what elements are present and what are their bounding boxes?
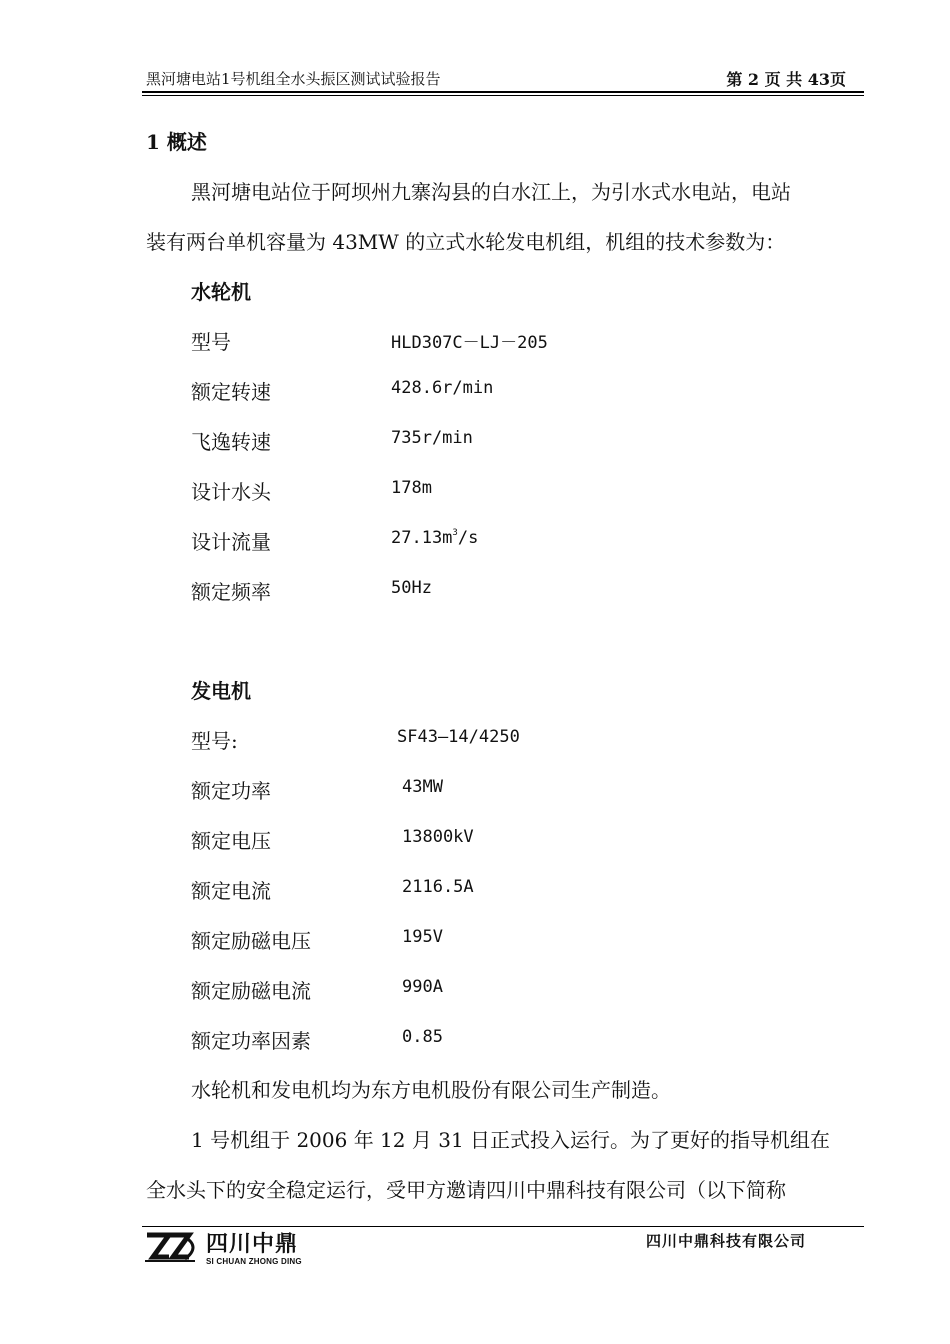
generator-param-value: 195V xyxy=(402,927,443,947)
section-heading: 1 概述 xyxy=(146,130,207,154)
closing-paragraph: 水轮机和发电机均为东方电机股份有限公司生产制造。 xyxy=(191,1078,671,1102)
generator-param-value: 0.85 xyxy=(402,1027,443,1047)
generator-param-label: 额定功率因素 xyxy=(191,1029,311,1053)
turbine-param-value: 50Hz xyxy=(391,578,432,598)
turbine-param-label: 设计水头 xyxy=(191,480,271,504)
zd-logo-icon xyxy=(145,1231,203,1269)
generator-param-value: SF43—14/4250 xyxy=(397,727,520,747)
generator-param-value: 13800kV xyxy=(402,827,474,847)
flow-value-superscript: 3 xyxy=(452,528,458,538)
turbine-param-value: 178m xyxy=(391,478,432,498)
header-title: 黑河塘电站1号机组全水头振区测试试验报告 xyxy=(146,70,441,88)
footer-company: 四川中鼎科技有限公司 xyxy=(646,1232,807,1250)
generator-param-label: 型号: xyxy=(191,729,238,753)
closing-line-1: 1 号机组于 2006 年 12 月 31 日正式投入运行。为了更好的指导机组在 xyxy=(191,1128,831,1152)
page-indicator: 第 2 页 共 43页 xyxy=(726,70,846,89)
generator-param-label: 额定电流 xyxy=(191,879,271,903)
generator-heading: 发电机 xyxy=(191,679,251,703)
intro-line-2: 装有两台单机容量为 43MW 的立式水轮发电机组，机组的技术参数为： xyxy=(146,230,786,254)
generator-param-value: 990A xyxy=(402,977,443,997)
turbine-heading: 水轮机 xyxy=(191,280,251,304)
turbine-param-label: 额定频率 xyxy=(191,580,271,604)
flow-value-tail: /s xyxy=(457,528,479,548)
intro-line-1: 黑河塘电站位于阿坝州九寨沟县的白水江上，为引水式水电站，电站 xyxy=(191,180,791,204)
flow-value-main: 27.13m xyxy=(391,528,453,548)
generator-param-value: 2116.5A xyxy=(402,877,474,897)
generator-param-value: 43MW xyxy=(402,777,443,797)
logo-english-name: SI CHUAN ZHONG DING xyxy=(206,1257,302,1266)
turbine-param-label: 飞逸转速 xyxy=(191,430,271,454)
turbine-param-value: 428.6r/min xyxy=(391,378,494,398)
generator-param-label: 额定励磁电流 xyxy=(191,979,311,1003)
header-rule-thick xyxy=(142,91,864,93)
turbine-param-value: 735r/min xyxy=(391,428,473,448)
header-rule-thin xyxy=(142,95,864,96)
generator-param-label: 额定电压 xyxy=(191,829,271,853)
generator-param-label: 额定励磁电压 xyxy=(191,929,311,953)
turbine-param-label: 型号 xyxy=(191,330,231,354)
logo-chinese-name: 四川中鼎 xyxy=(206,1232,299,1257)
turbine-param-label: 额定转速 xyxy=(191,380,271,404)
turbine-param-value xyxy=(391,528,478,548)
turbine-param-value: HLD307C－LJ－205 xyxy=(391,333,548,353)
closing-line-2: 全水头下的安全稳定运行，受甲方邀请四川中鼎科技有限公司（以下简称 xyxy=(146,1178,786,1202)
generator-param-label: 额定功率 xyxy=(191,779,271,803)
turbine-param-label: 设计流量 xyxy=(191,530,271,554)
